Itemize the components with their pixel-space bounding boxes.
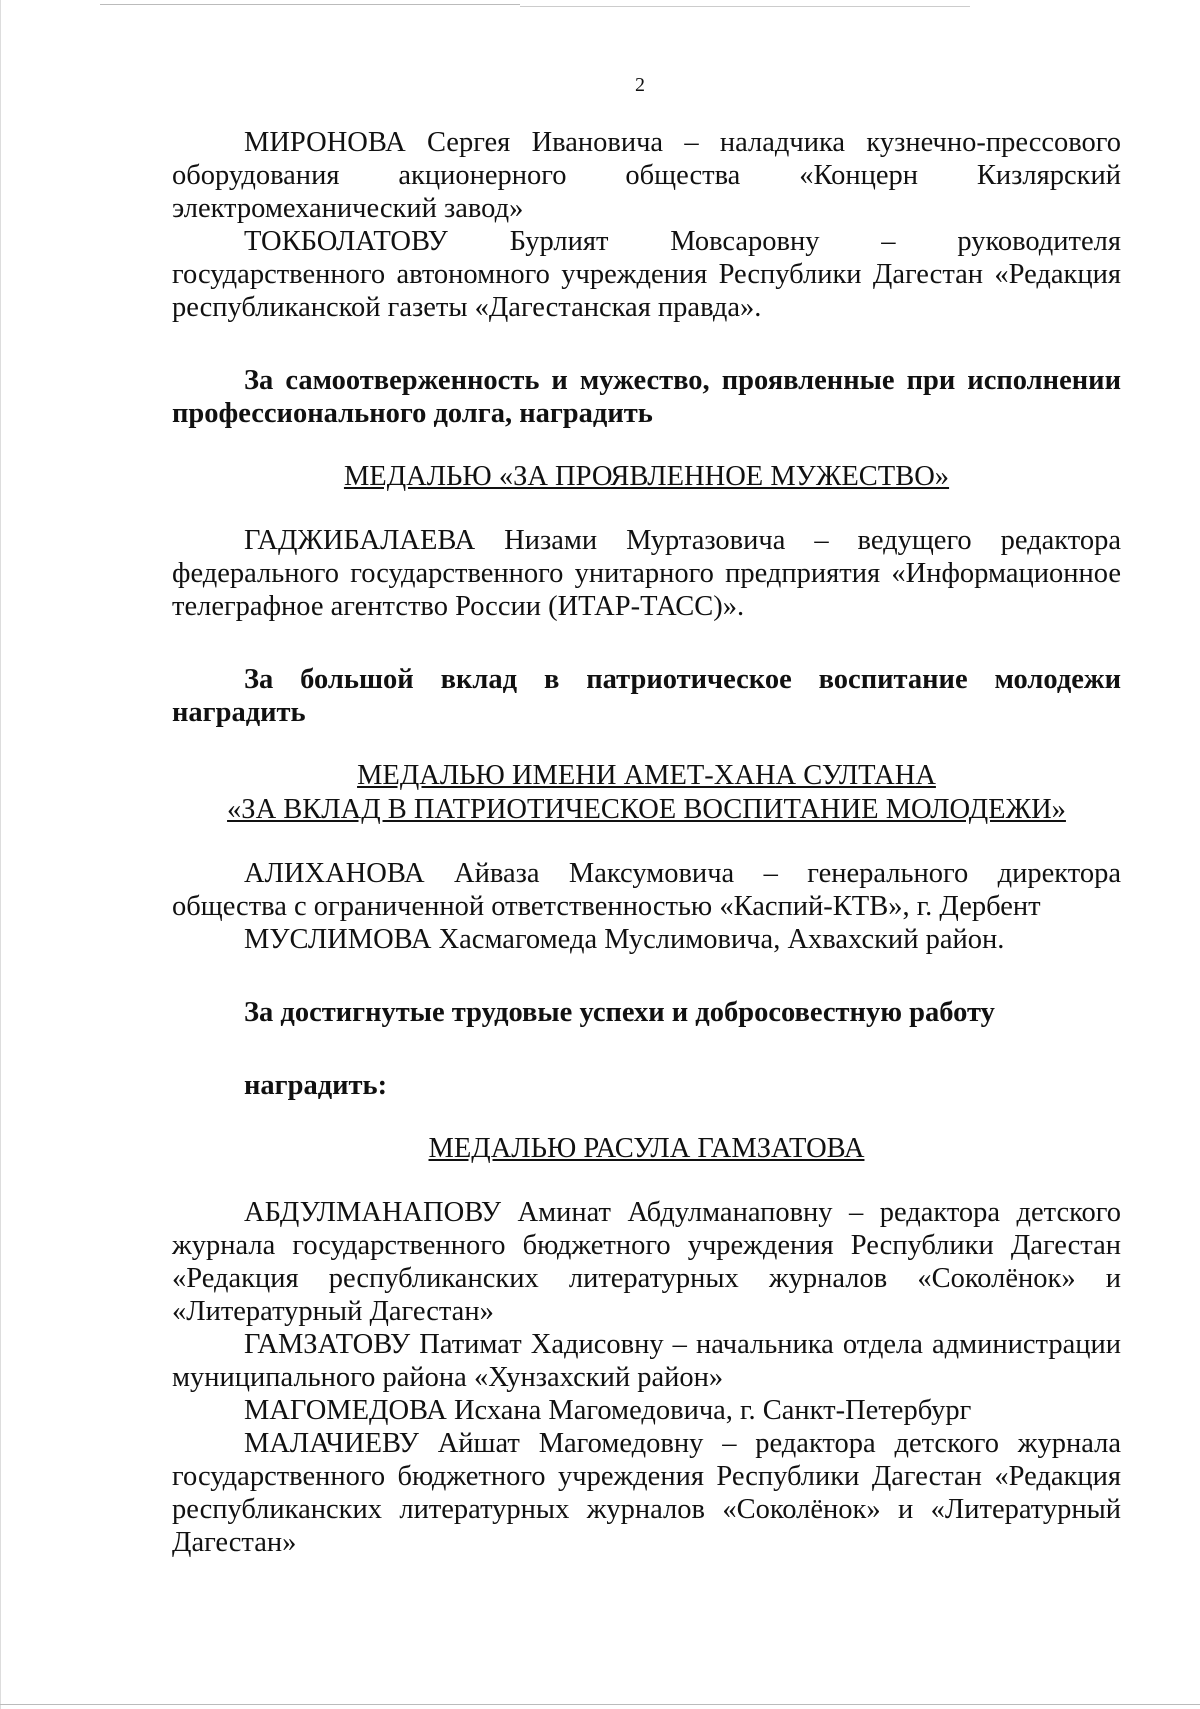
award-recipient: ТОКБОЛАТОВУ Бурлият Мовсаровну – руководителя государственного автономного учреждения Республики Дагестан «Редакция республиканской газеты «Дагестанская правда». [172,226,1121,323]
scan-edge-top-2 [520,6,970,7]
award-recipient: ГАМЗАТОВУ Патимат Хадисовну – начальника отдела администрации муниципального района «Хунзахский район» [172,1329,1121,1393]
medal-title: МЕДАЛЬЮ «ЗА ПРОЯВЛЕННОЕ МУЖЕСТВО» [343,461,950,492]
scan-edge-bottom [0,1704,1200,1705]
medal-title-line-1: МЕДАЛЬЮ ИМЕНИ АМЕТ-ХАНА СУЛТАНА [357,760,936,791]
award-heading: За большой вклад в патриотическое воспитание молодежи наградить [172,664,1121,728]
document-body [172,126,1121,1559]
medal-title: МЕДАЛЬЮ РАСУЛА ГАМЗАТОВА [428,1133,865,1164]
award-heading-continuation: наградить: [244,1070,388,1101]
award-recipient: МИРОНОВА Сергея Ивановича – наладчика кузнечно-прессового оборудования акционерного общества «Концерн Кизлярский электромеханический завод» [172,127,1121,224]
award-recipient: МАГОМЕДОВА Исхана Магомедовича, г. Санкт-Петербург [244,1395,972,1426]
page-number: 2 [635,74,645,96]
medal-title-line-2: «ЗА ВКЛАД В ПАТРИОТИЧЕСКОЕ ВОСПИТАНИЕ МОЛОДЕЖИ» [227,794,1066,825]
award-heading: За самоотверженность и мужество, проявленные при исполнении профессионального долга, наградить [172,365,1121,429]
scan-edge-top [100,4,520,5]
award-recipient: ГАДЖИБАЛАЕВА Низами Муртазовича – ведущего редактора федерального государственного унитарного предприятия «Информационное телеграфное агентство России (ИТАР-ТАСС)». [172,525,1121,622]
award-recipient: МАЛАЧИЕВУ Айшат Магомедовну – редактора детского журнала государственного бюджетного учреждения Республики Дагестан «Редакция республиканских литературных журналов «Соколёнок» и «Литературный Дагестан» [172,1428,1121,1558]
scan-edge-left [0,0,1,1709]
award-recipient: АЛИХАНОВА Айваза Максумовича – генерального директора общества с ограниченной ответственностью «Каспий-КТВ», г. Дербент [172,858,1121,922]
award-recipient: МУСЛИМОВА Хасмагомеда Муслимовича, Ахвахский район. [244,924,1005,955]
award-heading: За достигнутые трудовые успехи и добросовестную работу [244,997,995,1028]
award-recipient: АБДУЛМАНАПОВУ Аминат Абдулманаповну – редактора детского журнала государственного бюджетного учреждения Республики Дагестан «Редакция республиканских литературных журналов «Соколёнок» и «Литературный Дагестан» [172,1197,1121,1327]
